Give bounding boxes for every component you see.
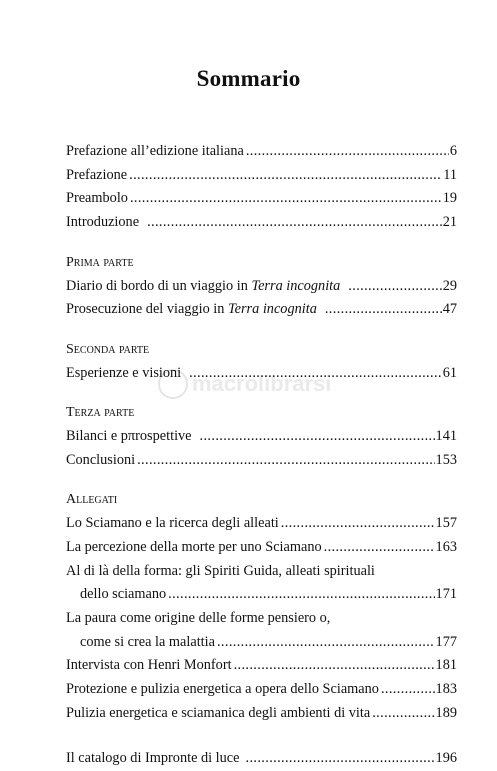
toc-entry-page: 6 [449, 143, 457, 159]
toc-entry-page: 141 [435, 428, 457, 445]
toc-entry [66, 187, 457, 211]
toc-entry-label: Diario di bordo di un viaggio in Terra incognita [66, 277, 341, 294]
toc-entry [66, 449, 457, 473]
section-heading: Allegati [66, 492, 118, 508]
toc-entry [66, 362, 457, 386]
toc-entry-label: Lo Sciamano e la ricerca degli alleati [66, 515, 279, 532]
toc-entry-label: Preambolo [66, 190, 128, 207]
leader-dots [281, 512, 435, 536]
toc-entry-label: Bilanci e pπrospettive [66, 428, 192, 445]
toc-entry-page: 177 [435, 633, 457, 650]
toc-entry-label: La percezione della morte per uno Sciamano [66, 538, 322, 555]
toc-entry [66, 275, 457, 299]
toc-entry [66, 536, 457, 560]
toc-entry-page: 181 [435, 657, 457, 674]
toc-entry-label-line2: come si crea la malattia [80, 633, 215, 650]
toc-entry-page: 171 [435, 586, 457, 603]
toc-entry-label-line1: Al di là della forma: gli Spiriti Guida, alleati spirituali [66, 562, 375, 579]
toc-entry-page: 189 [435, 704, 457, 721]
page-title: Sommario [196, 66, 301, 91]
leader-dots [372, 702, 434, 726]
section-heading: Terza parte [66, 405, 135, 421]
toc-entry [66, 211, 457, 235]
leader-dots [130, 187, 442, 211]
toc-entry-page: 21 [442, 214, 457, 231]
leader-dots [234, 654, 435, 678]
toc-entry-page: 157 [435, 515, 457, 532]
leader-dots [381, 678, 435, 702]
toc-entry-page: 19 [442, 190, 457, 207]
leader-dots [324, 536, 435, 560]
toc-entry-label: Prefazione all’edizione italiana [66, 143, 244, 159]
toc-entry-label: Protezione e pulizia energetica a opera dello Sciamano [66, 681, 379, 698]
leader-dots [246, 747, 435, 771]
toc-entry-label-line1: La paura come origine delle forme pensiero o, [66, 609, 331, 626]
watermark-text: macrolibrarsi [192, 371, 332, 396]
toc-entry-label-line2: dello sciamano [80, 586, 167, 603]
toc-entry-page: 61 [442, 364, 457, 381]
leader-dots [137, 449, 434, 473]
toc-entry [66, 678, 457, 702]
toc-entry [66, 164, 457, 188]
leader-dots [217, 631, 435, 655]
section-heading: Prima parte [66, 254, 134, 270]
toc-entry [66, 607, 457, 654]
toc-entry-label: Intervista con Henri Monfort [66, 657, 232, 674]
toc-entry [66, 560, 457, 607]
toc-entry [66, 747, 457, 771]
leader-dots [189, 362, 442, 386]
leader-dots [348, 275, 441, 299]
toc-entry-label: Il catalogo di Impronte di luce [66, 750, 240, 767]
toc-entry-label: Pulizia energetica e sciamanica degli ambienti di vita [66, 704, 371, 721]
leader-dots [168, 583, 434, 607]
toc-entry-label: Prefazione [66, 166, 128, 183]
toc-entry [66, 140, 457, 164]
toc-entry [66, 654, 457, 678]
leader-dots [246, 140, 449, 164]
toc-entry-label: Conclusioni [66, 451, 136, 468]
leader-dots [200, 425, 435, 449]
leader-dots [325, 298, 442, 322]
toc-entry-label: Prosecuzione del viaggio in Terra incognita [66, 301, 317, 318]
table-of-contents [66, 140, 457, 771]
toc-entry [66, 702, 457, 726]
leader-dots [147, 211, 442, 235]
toc-entry-page: 183 [435, 681, 457, 698]
toc-entry [66, 512, 457, 536]
toc-entry-page: 196 [435, 750, 457, 767]
section-heading: Seconda parte [66, 341, 150, 357]
toc-entry-page: 11 [443, 166, 457, 183]
toc-entry [66, 298, 457, 322]
toc-entry-label: Introduzione [66, 214, 140, 231]
toc-entry-page: 47 [442, 301, 457, 318]
toc-entry [66, 425, 457, 449]
leader-dots [129, 164, 442, 188]
toc-entry-page: 29 [442, 277, 457, 294]
toc-entry-page: 163 [435, 538, 457, 555]
toc-entry-page: 153 [435, 451, 457, 468]
toc-entry-label: Esperienze e visioni [66, 364, 182, 381]
